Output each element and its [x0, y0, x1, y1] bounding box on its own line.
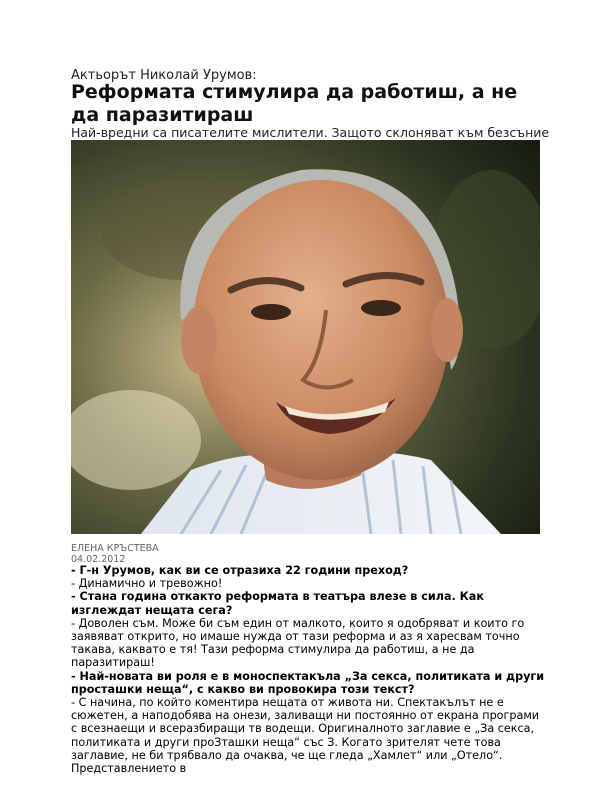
answer-3: - С начина, по който коментира нещата от живота ни. Спектакълът не е сюжетен, а наподобява на онези, заливащи ни постоянно от екрана програми с всезнаещи и всеразбиращи тв водещи. Оригиналното заглавие е „За секса, политиката и други проЗташки неща“ със З. Когато зрителят чете това заглавие, не би трябвало да очаква, че ще гледа „Хамлет“ или „Отело“. Представлението в: [71, 696, 540, 776]
article-kicker: Актьорът Николай Урумов:: [71, 68, 257, 83]
article-subtitle: Най-вредни са писателите мислители. Защото склоняват към безсъние: [71, 125, 550, 140]
portrait-photo: [71, 140, 540, 534]
answer-1: - Динамично и тревожно!: [71, 577, 223, 591]
publish-date: 04.02.2012: [71, 554, 126, 565]
answer-2: - Доволен съм. Може би съм един от малкото, които я одобряват и които го заявяват открито, но имаше нужда от тази реформа и аз я харесвам точно такава, каквато е тя! Тази реформа стимулира да работиш, а не да паразитираш!: [71, 616, 525, 670]
author-name: ЕЛЕНА КРЪСТЕВА: [71, 543, 159, 554]
question-3: - Най-новата ви роля е в моноспектакъла „За секса, политиката и други просташки неща“, с какво ви провокира този текст?: [71, 669, 545, 696]
byline: [71, 543, 159, 565]
article-headline: Реформата стимулира да работиш, а не да паразитираш: [71, 81, 518, 126]
question-1: - Г-н Урумов, как ви се отразиха 22 години преход?: [71, 564, 409, 577]
article-body: [71, 564, 545, 775]
question-2: - Стана година откакто реформата в театъра влезе в сила. Как изглеждат нещата сега?: [71, 590, 484, 617]
